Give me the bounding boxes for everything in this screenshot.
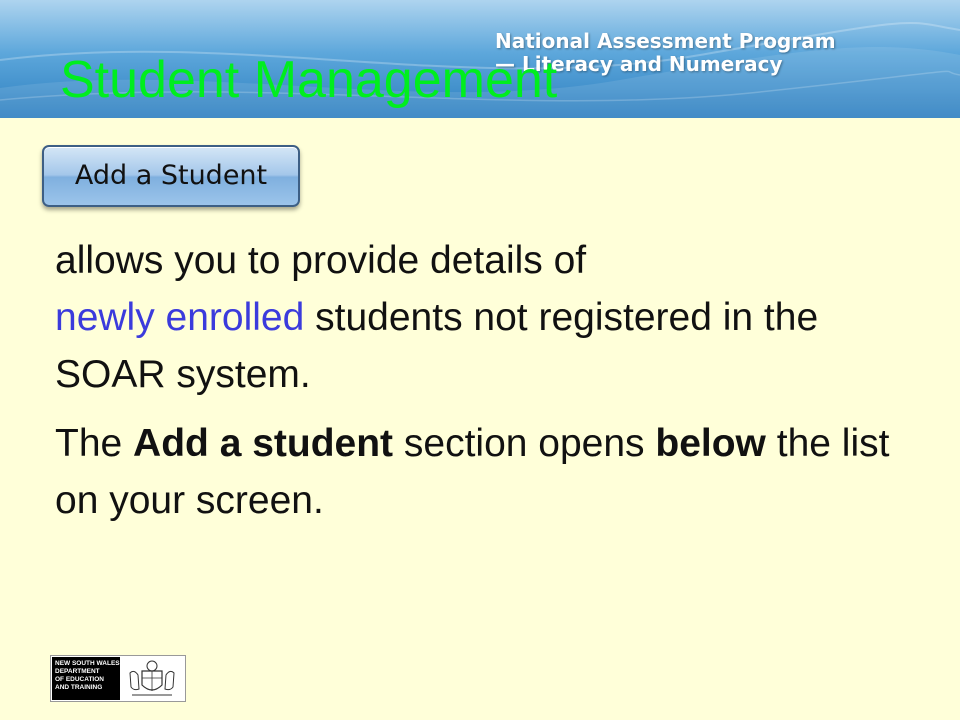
logo-line-4: AND TRAINING (55, 684, 103, 691)
program-title-line1: National Assessment Program (495, 29, 836, 53)
add-a-student-button[interactable]: Add a Student (42, 145, 300, 207)
instruction-text-c: the list on your screen. (55, 422, 890, 522)
body-text (55, 232, 935, 529)
highlight-newly-enrolled: newly enrolled (55, 296, 305, 339)
paragraph-description (55, 232, 935, 403)
logo-line-2: DEPARTMENT (55, 668, 100, 675)
description-text-a: allows you to provide details of (55, 239, 587, 282)
logo-line-1: NEW SOUTH WALES (55, 660, 120, 667)
instruction-bold-add-a-student: Add a student (133, 422, 394, 465)
logo-text-block (52, 657, 120, 700)
paragraph-instruction (55, 415, 935, 529)
coat-of-arms-icon (124, 659, 180, 699)
department-logo (50, 655, 186, 702)
instruction-bold-below: below (655, 422, 766, 465)
page-title: Student Management (60, 51, 558, 109)
program-title-line2: — Literacy and Numeracy (495, 52, 783, 76)
instruction-text-b: section opens (393, 422, 656, 465)
header-banner (0, 0, 960, 118)
instruction-text-a: The (55, 422, 134, 465)
description-text-b: students not registered in the SOAR system. (55, 296, 819, 396)
logo-line-3: OF EDUCATION (55, 676, 104, 683)
